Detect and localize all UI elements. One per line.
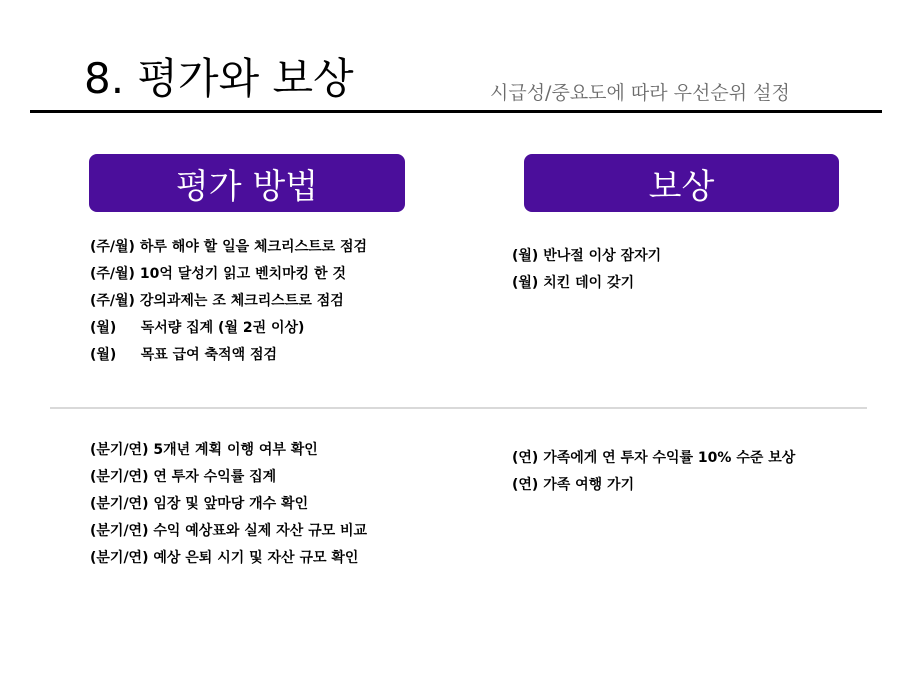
list-item: (분기/연) 예상 은퇴 시기 및 자산 규모 확인 <box>90 550 359 566</box>
list-item: (연) 가족 여행 가기 <box>512 477 635 493</box>
list-item: (분기/연) 수익 예상표와 실제 자산 규모 비교 <box>90 523 368 539</box>
evaluation-method-header-label: 평가 방법 <box>175 166 319 207</box>
list-item: (연) 가족에게 연 투자 수익률 10% 수준 보상 <box>512 450 796 466</box>
title-underline <box>30 110 882 113</box>
slide-title: 8. 평가와 보상 <box>84 54 354 103</box>
list-item: (주/월) 10억 달성기 읽고 벤치마킹 한 것 <box>90 266 346 282</box>
list-item: (분기/연) 연 투자 수익률 집계 <box>90 469 277 485</box>
reward-short-term-list <box>512 247 661 301</box>
list-item: (분기/연) 임장 및 앞마당 개수 확인 <box>90 496 309 512</box>
list-item: (월) 목표 급여 축적액 점검 <box>90 347 278 363</box>
evaluation-long-term-list <box>90 441 367 576</box>
evaluation-method-header <box>89 154 405 212</box>
list-item: (주/월) 강의과제는 조 체크리스트로 점검 <box>90 293 344 309</box>
slide-subtitle: 시급성/중요도에 따라 우선순위 설정 <box>490 82 790 104</box>
list-item: (월) 반나절 이상 잠자기 <box>512 248 662 264</box>
reward-header-label: 보상 <box>648 166 715 207</box>
reward-header <box>524 154 839 212</box>
list-item: (분기/연) 5개년 계획 이행 여부 확인 <box>90 442 318 458</box>
list-item: (주/월) 하루 해야 할 일을 체크리스트로 점검 <box>90 239 368 255</box>
list-item: (월) 치킨 데이 갖기 <box>512 275 635 291</box>
reward-long-term-list <box>512 449 795 503</box>
section-divider <box>50 407 867 409</box>
list-item: (월) 독서량 집계 (월 2권 이상) <box>90 320 305 336</box>
evaluation-short-term-list <box>90 238 367 373</box>
